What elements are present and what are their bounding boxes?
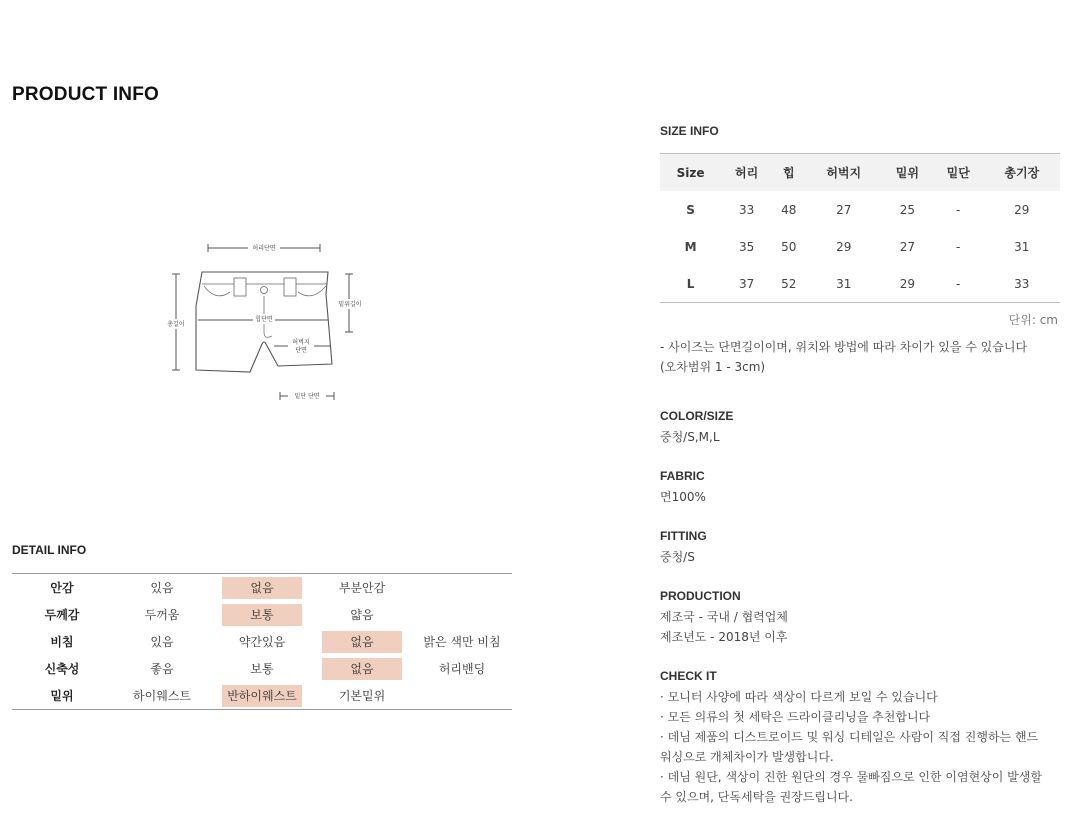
- detail-row-label: 밑위: [50, 689, 74, 703]
- detail-info-table: [12, 573, 512, 710]
- label-waist: 허리단면: [252, 245, 276, 252]
- size-label-cell: L: [686, 276, 695, 291]
- color-size-title: COLOR/SIZE: [660, 409, 734, 423]
- size-value-cell: 29: [899, 276, 915, 291]
- check-it-line: · 데님 원단, 색상이 진한 원단의 경우 물빠짐으로 인한 이염현상이 발생할: [660, 770, 1042, 784]
- size-note-line1: - 사이즈는 단면길이이며, 위치와 방법에 따라 차이가 있을 수 있습니다: [660, 340, 1028, 354]
- detail-option-cell: [112, 574, 212, 602]
- check-it-line: 워싱으로 개체차이가 발생합니다.: [660, 750, 834, 764]
- detail-option: 얇음: [350, 607, 374, 622]
- detail-option: 허리밴딩: [438, 661, 486, 676]
- detail-option-cell: [212, 601, 312, 628]
- detail-row-label: 두께감: [44, 608, 80, 622]
- detail-option: 기본밑위: [338, 688, 386, 703]
- detail-option: 보통: [250, 661, 274, 676]
- size-value-cell: 25: [899, 202, 915, 217]
- check-it-line: · 모든 의류의 첫 세탁은 드라이클리닝을 추천합니다: [660, 710, 931, 724]
- detail-option-cell: [312, 574, 412, 602]
- detail-option-cell: [312, 601, 412, 628]
- detail-option-cell: [112, 601, 212, 628]
- production-line1: 제조국 - 국내 / 협력업체: [660, 610, 788, 624]
- size-row: [660, 265, 1060, 303]
- size-value-cell: 29: [836, 239, 852, 254]
- production-body: [660, 607, 788, 647]
- size-value-cell: 37: [738, 276, 755, 291]
- fitting-value: 중청/S: [660, 550, 695, 564]
- detail-option: 있음: [150, 580, 174, 595]
- size-value-cell: 48: [781, 202, 797, 217]
- detail-row: [12, 628, 512, 655]
- label-hem: 밑단 단면: [294, 393, 320, 400]
- detail-row-label: 비침: [50, 635, 74, 649]
- detail-option-cell: [412, 574, 512, 602]
- size-value-cell: 27: [836, 202, 852, 217]
- detail-info-title: DETAIL INFO: [12, 543, 87, 557]
- fabric-value: 면100%: [660, 490, 706, 504]
- size-note: [660, 337, 1027, 377]
- detail-option-cell: [412, 601, 512, 628]
- size-value-cell: 31: [836, 276, 852, 291]
- check-it-line: · 데님 제품의 디스트로이드 및 워싱 디테일은 사람이 직접 진행하는 핸드: [660, 730, 1039, 744]
- label-rise: 밑위길이: [338, 301, 362, 308]
- size-label-cell: S: [686, 202, 695, 217]
- label-hip: 힙단면: [255, 316, 273, 323]
- check-it-title: CHECK IT: [660, 669, 717, 683]
- detail-row: [12, 601, 512, 628]
- page-title: PRODUCT INFO: [12, 84, 160, 105]
- detail-option-selected: 없음: [222, 577, 302, 599]
- label-thigh-2: 단면: [295, 347, 307, 354]
- size-value-cell: 52: [781, 276, 797, 291]
- label-thigh-1: 허벅지: [292, 339, 310, 346]
- fabric-title: FABRIC: [660, 469, 705, 483]
- size-header-cell: 밑위: [882, 154, 933, 192]
- detail-option-cell: [212, 682, 312, 710]
- detail-row-label: 신축성: [44, 662, 80, 676]
- detail-option-cell: [212, 655, 312, 682]
- size-value-cell: 50: [781, 239, 797, 254]
- detail-option-cell: [212, 628, 312, 655]
- detail-row: [12, 574, 512, 602]
- detail-row: [12, 655, 512, 682]
- detail-option-cell: [112, 655, 212, 682]
- size-table-header: [660, 154, 1060, 192]
- detail-option-selected: 없음: [322, 631, 402, 653]
- size-value-cell: 27: [899, 239, 915, 254]
- size-value-cell: -: [956, 276, 961, 291]
- detail-option-selected: 반하이웨스트: [222, 685, 302, 707]
- size-value-cell: 33: [738, 202, 755, 217]
- size-value-cell: -: [956, 239, 961, 254]
- detail-option-cell: [112, 682, 212, 710]
- size-header-cell: 밑단: [933, 154, 984, 192]
- color-size-value: 중청/S,M,L: [660, 430, 720, 444]
- size-table: [660, 153, 1060, 303]
- detail-option-cell: [312, 628, 412, 655]
- detail-option: 두꺼움: [144, 607, 180, 622]
- size-value-cell: 33: [1014, 276, 1030, 291]
- check-it-line: · 모니터 사양에 따라 색상이 다르게 보일 수 있습니다: [660, 690, 938, 704]
- detail-option: 밝은 색만 비침: [423, 634, 501, 649]
- detail-option: 약간있음: [238, 634, 286, 649]
- detail-option-cell: [212, 574, 312, 602]
- detail-row: [12, 682, 512, 710]
- size-header-cell: 허벅지: [806, 154, 882, 192]
- detail-option: 부분안감: [338, 580, 386, 595]
- shorts-measurement-diagram: [160, 236, 370, 406]
- size-label-cell: M: [684, 239, 697, 254]
- size-value-cell: 29: [1014, 202, 1030, 217]
- size-note-line2: (오차범위 1 - 3cm): [660, 360, 766, 374]
- production-line2: 제조년도 - 2018년 이후: [660, 630, 788, 644]
- detail-option: 하이웨스트: [133, 688, 191, 703]
- size-row: [660, 191, 1060, 228]
- size-header-cell: 힙: [772, 154, 806, 192]
- check-it-line: 수 있으며, 단독세탁을 권장드립니다.: [660, 790, 853, 804]
- detail-option-cell: [412, 655, 512, 682]
- detail-row-label: 안감: [50, 581, 74, 595]
- size-header-cell: Size: [660, 154, 721, 192]
- size-header-cell: 허리: [721, 154, 772, 192]
- detail-option: 좋음: [150, 661, 174, 676]
- detail-option-selected: 보통: [222, 604, 302, 626]
- size-row: [660, 228, 1060, 265]
- detail-option: 있음: [150, 634, 174, 649]
- detail-option-selected: 없음: [322, 658, 402, 680]
- detail-option-cell: [312, 655, 412, 682]
- detail-option-cell: [412, 628, 512, 655]
- detail-option-cell: [412, 682, 512, 710]
- check-it-body: [660, 687, 1065, 807]
- size-info-title: SIZE INFO: [660, 124, 719, 138]
- fitting-title: FITTING: [660, 529, 707, 543]
- size-value-cell: -: [956, 202, 961, 217]
- label-length: 총길이: [167, 321, 185, 328]
- detail-option-cell: [312, 682, 412, 710]
- size-value-cell: 35: [738, 239, 755, 254]
- production-title: PRODUCTION: [660, 589, 741, 603]
- size-header-cell: 총기장: [984, 154, 1060, 192]
- size-value-cell: 31: [1014, 239, 1030, 254]
- detail-option-cell: [112, 628, 212, 655]
- size-unit: 단위: cm: [1008, 313, 1058, 327]
